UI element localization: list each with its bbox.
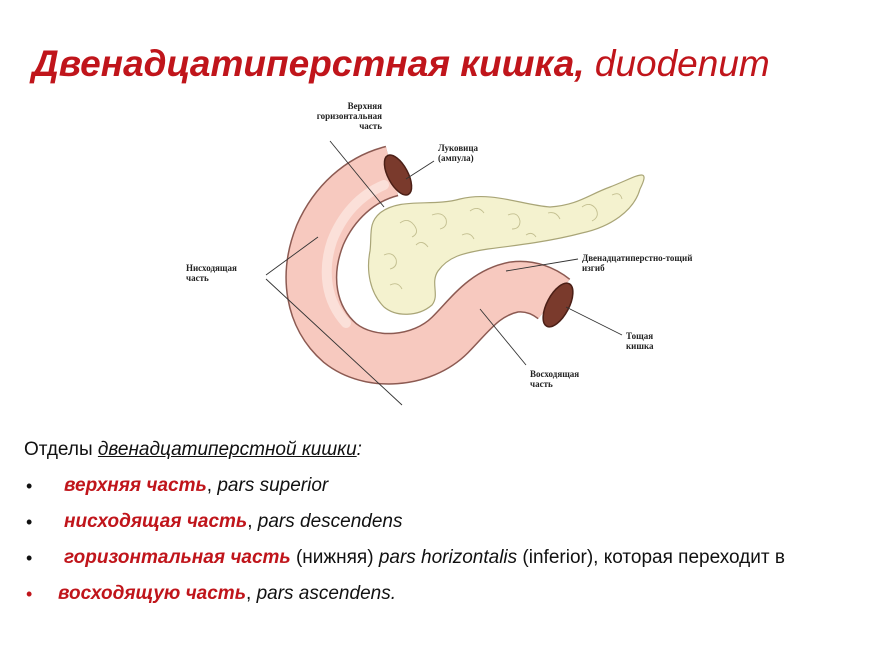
page-title bbox=[32, 42, 770, 86]
title-russian: Двенадцатиперстная кишка, bbox=[32, 43, 585, 84]
section-latin: pars ascendens. bbox=[256, 583, 396, 604]
label-jejunum: Тощая кишка bbox=[626, 331, 654, 351]
section-name: восходящую часть bbox=[58, 583, 246, 604]
label-flexure: Двенадцатиперстно-тощий изгиб bbox=[582, 253, 693, 273]
bullet-icon: • bbox=[26, 548, 33, 568]
intro-link-text: двенадцатиперстной кишки bbox=[97, 439, 357, 460]
bullet-icon: • bbox=[26, 512, 33, 532]
section-latin: pars descendens bbox=[257, 511, 403, 532]
list-item: • восходящую часть, pars ascendens. bbox=[26, 583, 396, 604]
list-item: • горизонтальная часть (нижняя) pars horizontalis (inferior), которая переходит в bbox=[26, 547, 785, 568]
section-name: нисходящая часть bbox=[64, 511, 248, 532]
label-upper-part: Верхняя горизонтальная часть bbox=[316, 101, 382, 131]
label-bulb: Луковица (ампула) bbox=[438, 143, 479, 163]
section-latin: pars horizontalis bbox=[378, 547, 518, 568]
section-latin: pars superior bbox=[217, 475, 329, 496]
section-name: горизонтальная часть bbox=[64, 547, 291, 568]
label-ascending: Восходящая часть bbox=[530, 369, 580, 389]
label-descending: Нисходящая часть bbox=[186, 263, 237, 283]
list-item: • нисходящая часть, pars descendens bbox=[26, 511, 403, 532]
title-latin: duodenum bbox=[594, 43, 770, 84]
bullet-icon: • bbox=[26, 584, 33, 604]
list-intro: Отделы двенадцатиперстной кишки: bbox=[24, 439, 362, 460]
section-name: верхняя часть bbox=[64, 475, 207, 496]
bullet-icon: • bbox=[26, 476, 33, 496]
list-item: • верхняя часть, pars superior bbox=[26, 475, 329, 496]
duodenum-diagram bbox=[170, 95, 770, 415]
sections-list bbox=[24, 438, 874, 618]
